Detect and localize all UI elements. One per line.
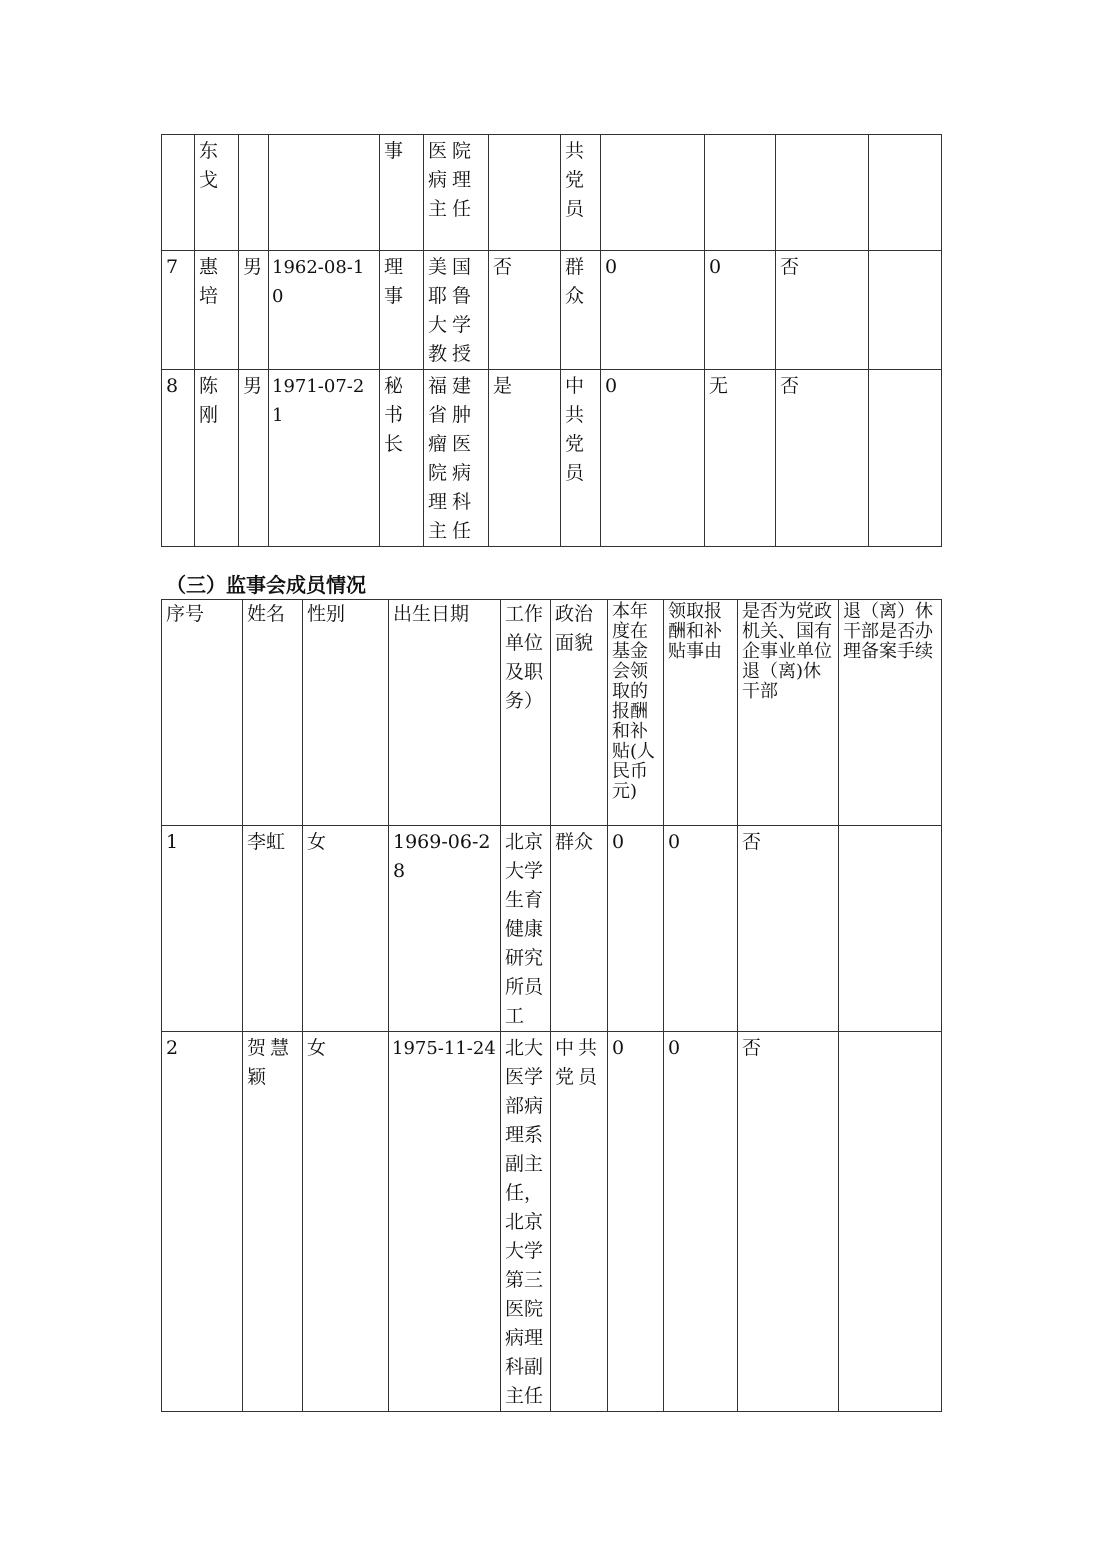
work-cell: 美国耶鲁大学教授 [424,251,489,370]
position-cell: 事 [380,135,424,251]
seq-cell: 8 [162,370,195,547]
header-reward: 本年度在基金会领取的报酬和补贴(人民币元) [608,600,664,826]
header-politics: 政治面貌 [551,600,608,826]
filing-cell [869,251,942,370]
seq-cell [162,135,195,251]
table-row [162,826,942,1032]
filing-cell [869,370,942,547]
retired-cell [776,135,869,251]
politics-cell: 共党员 [561,135,601,251]
name-cell: 惠培 [195,251,239,370]
seq-cell: 1 [162,826,243,1032]
header-gender: 性别 [303,600,389,826]
seq-cell: 7 [162,251,195,370]
filing-cell [839,1032,942,1412]
reward-cell: 0 [601,370,705,547]
birth-cell: 1971-07-21 [269,370,380,547]
table-row [162,251,942,370]
politics-cell: 群众 [561,251,601,370]
gender-cell: 女 [303,826,389,1032]
retired-cell: 否 [738,826,839,1032]
retired-cell: 否 [776,251,869,370]
header-retired: 是否为党政机关、国有企事业单位退（离)休干部 [738,600,839,826]
retired-cell: 否 [776,370,869,547]
birth-cell: 1962-08-10 [269,251,380,370]
birth-cell: 1969-06-28 [389,826,501,1032]
table-row [162,1032,942,1412]
reward-cell: 0 [601,251,705,370]
header-row [162,600,942,826]
filing-cell [869,135,942,251]
party-org-cell: 是 [489,370,561,547]
work-cell: 北大医学部病理系副主任，北京大学第三医院病理科副主任 [501,1032,551,1412]
name-cell: 李虹 [243,826,303,1032]
retired-cell: 否 [738,1032,839,1412]
birth-cell [269,135,380,251]
position-cell: 秘书长 [380,370,424,547]
gender-cell [239,135,269,251]
politics-cell: 中共党员 [561,370,601,547]
header-work: 工作单位及职务） [501,600,551,826]
birth-cell: 1975-11-24 [389,1032,501,1412]
name-cell: 东戈 [195,135,239,251]
subsidy-cell [705,135,776,251]
filing-cell [839,826,942,1032]
name-cell: 陈刚 [195,370,239,547]
header-name: 姓名 [243,600,303,826]
name-cell: 贺慧颖 [243,1032,303,1412]
politics-cell: 中共党员 [551,1032,608,1412]
section-heading: （三）监事会成员情况 [166,573,366,597]
work-cell: 北京大学生育健康研究所员工 [501,826,551,1032]
reward-cell: 0 [608,826,664,1032]
header-subsidy: 领取报酬和补贴事由 [664,600,738,826]
seq-cell: 2 [162,1032,243,1412]
supervisor-members-table [161,599,942,1412]
board-members-table [161,134,942,547]
table-row [162,135,942,251]
gender-cell: 女 [303,1032,389,1412]
header-filing: 退（离）休干部是否办理备案手续 [839,600,942,826]
gender-cell: 男 [239,251,269,370]
subsidy-cell: 0 [664,826,738,1032]
work-cell: 医院病理主任 [424,135,489,251]
reward-cell [601,135,705,251]
header-birth: 出生日期 [389,600,501,826]
party-org-cell: 否 [489,251,561,370]
reward-cell: 0 [608,1032,664,1412]
gender-cell: 男 [239,370,269,547]
work-cell: 福建省肿瘤医院病理科主任 [424,370,489,547]
party-org-cell [489,135,561,251]
subsidy-cell: 0 [664,1032,738,1412]
header-seq: 序号 [162,600,243,826]
politics-cell: 群众 [551,826,608,1032]
table-row [162,370,942,547]
subsidy-cell: 无 [705,370,776,547]
position-cell: 理事 [380,251,424,370]
subsidy-cell: 0 [705,251,776,370]
